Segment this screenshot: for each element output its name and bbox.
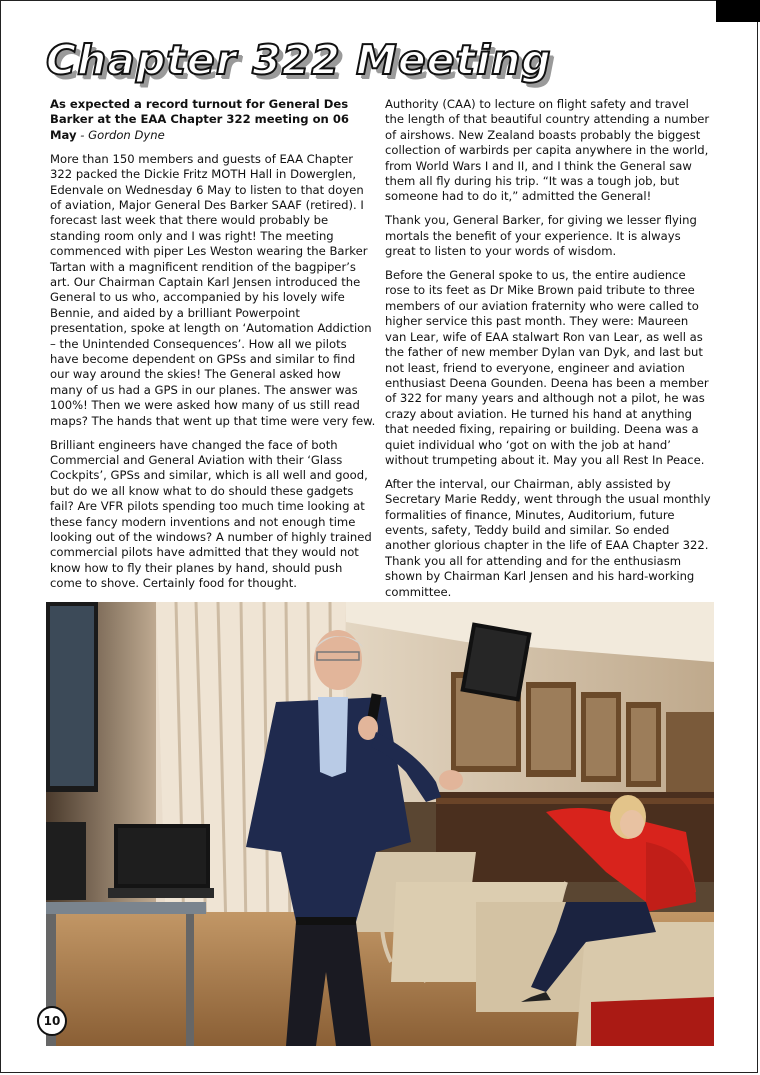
paragraph: After the interval, our Chairman, ably assisted by Secretary Marie Reddy, went through the usual monthly formalities of finance, Minutes, Auditorium, future events, safety, Teddy build and similar. So ended another glorious chapter in the life of EAA Chapter 322. Thank you all for attending and for the enthusiasm shown by Chairman Karl Jensen and his hard-working committee. xyxy=(385,476,711,599)
author-byline: Gordon Dyne xyxy=(88,127,165,142)
paragraph: More than 150 members and guests of EAA Chapter 322 packed the Dickie Fritz MOTH Hall in Dowerglen, Edenvale on Wednesday 6 May to listen to that doyen of aviation, Major General Des Barker SAAF (retired). I forecast last week that there would probably be standing room only and I was right! The meeting commenced with piper Les Weston wearing the Barker Tartan with a magnificent rendition of the bagpiper’s art. Our Chairman Captain Karl Jensen introduced the General to us who, accompanied by his lovely wife Bennie, and aided by a brilliant Powerpoint presentation, spoke at length on ‘Automation Addiction – the Unintended Consequences’. How all we pilots have become dependent on GPSs and similar to find our way around the skies! The General asked how many of us had a GPS in our planes. The answer was 100%! Then we were asked how many of us still read maps? The hands that went up that time were very few. xyxy=(50,151,376,428)
meeting-photo xyxy=(46,602,714,1046)
lead-separator: - xyxy=(76,127,89,142)
lead-text: As expected a record turnout for General Des Barker at the EAA Chapter 322 meeting on 06 May xyxy=(50,97,349,142)
page-title: Chapter 322 Meeting xyxy=(46,36,552,84)
paragraph: Brilliant engineers have changed the face of both Commercial and General Aviation with their ‘Glass Cockpits’, GPSs and similar, which is all well and good, but do we all know what to do should these gadgets fail? Are VFR pilots spending too much time looking at these fancy modern inventions and not enough time looking out of the windows? A number of highly trained commercial pilots have admitted that they would not know how to fly their planes by hand, should push come to shove. Certainly food for thought. xyxy=(50,437,372,591)
right-column xyxy=(385,97,711,648)
lead-paragraph xyxy=(50,97,376,143)
left-column xyxy=(50,97,376,670)
paragraph: Thank you, General Barker, for giving we lesser flying mortals the benefit of your experience. It is always great to listen to your words of wisdom. xyxy=(385,213,697,259)
paragraph: Authority (CAA) to lecture on flight safety and travel the length of that beautiful country attending a number of airshows. New Zealand boasts probably the biggest collection of warbirds per capita anywhere in the world, from World Wars I and II, and I think the General saw them all fly during his trip. “It was a tough job, but someone had to do it,” admitted the General! xyxy=(385,97,710,204)
corner-tab xyxy=(716,0,760,22)
page-number: 10 xyxy=(37,1006,67,1036)
paragraph: Before the General spoke to us, the entire audience rose to its feet as Dr Mike Brown paid tribute to three members of our aviation fraternity who were called to higher service this past month. They were: Maureen van Lear, wife of EAA stalwart Ron van Lear, as well as the father of new member Dylan van Dyk, and last but not least, friend to everyone, engineer and aviation enthusiast Deena Gounden. Deena has been a member of 322 for many years and although not a pilot, he was crazy about aviation. He turned his hand at anything that needed fixing, repairing or building. Deena was a quiet individual who ‘got on with the job at hand’ without trumpeting about it. May you all Rest In Peace. xyxy=(385,268,709,467)
meeting-photo-illustration xyxy=(46,602,714,1046)
